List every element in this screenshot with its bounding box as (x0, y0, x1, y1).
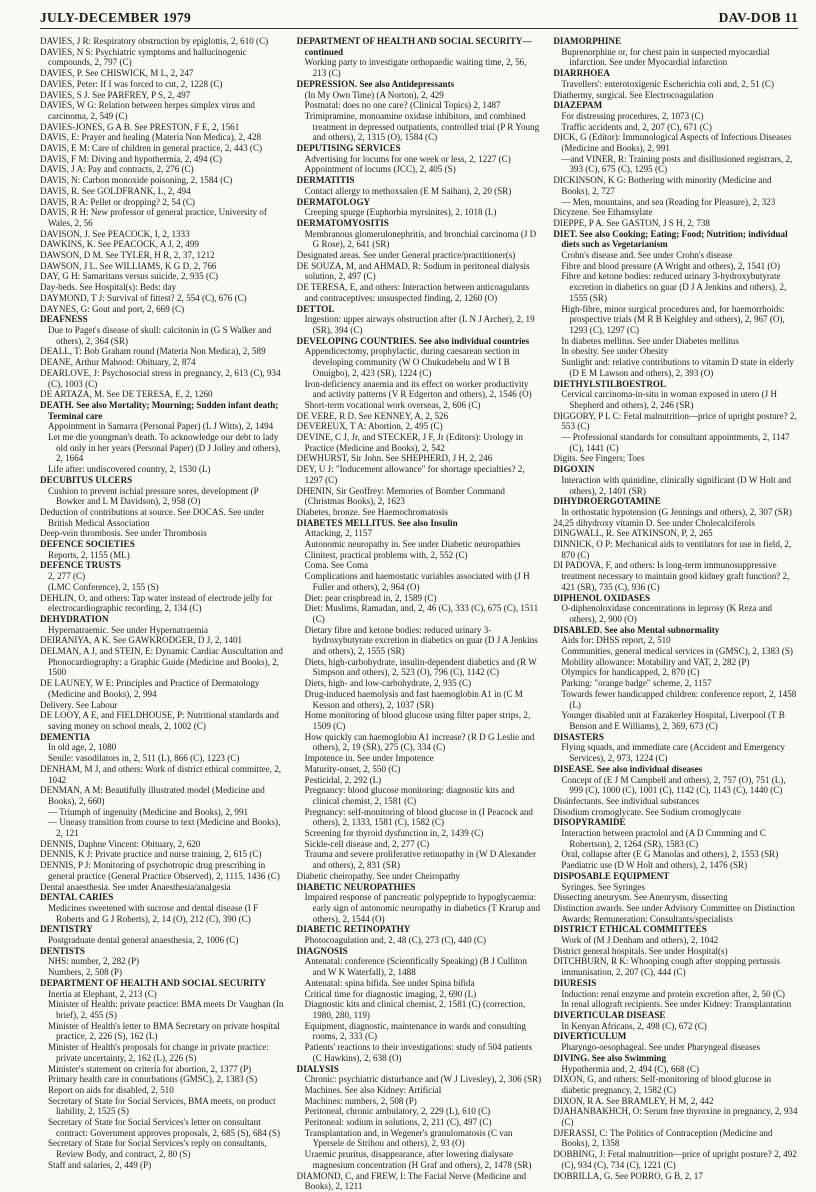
index-subentry: Secretary of State for Social Services, BMA meets, on product liability, 2, 1525 (S) (48, 1095, 276, 1117)
index-entry: Deduction of contributions at source. See DOCAS. See under British Medical Association (40, 506, 265, 528)
page-header (40, 6, 798, 29)
index-subentry: Postgraduate dental general anaesthesia, 2, 1006 (C) (48, 935, 239, 946)
index-entry: Diathermy, surgical. See Electrocoagulation (553, 89, 714, 100)
index-entry: DEANE, Arthur Mahood: Obituary, 2, 874 (40, 357, 196, 368)
index-entry: Diabetes, bronze. See Haemochromatosis (296, 506, 448, 517)
index-subentry: Concept of (E J M Campbell and others), 2, 757 (O), 751 (L), 999 (C), 1000 (C), 1001 (C), 1142 (C), 1143 (C), 1440 (C) (561, 774, 786, 796)
index-heading: DIET. See also Cooking; Eating; Food; Nutrition; individual diets such as Vegetarianism (553, 228, 788, 250)
index-subentry: — Professional standards for consultant appointments, 2, 1147 (C), 1441 (C) (561, 432, 790, 453)
index-subentry: Autonomic neuropathy in. See under Diabetic neuropathies (304, 539, 521, 550)
index-subentry: High-fibre, minor surgical procedures and, for haemorrhoids: prospective trials (M R B Keighley and others), 2, 967 (O), 1293 (C), 1297 (C) (561, 303, 785, 335)
index-subentry: Pregnancy: blood glucose monitoring: diagnostic kits and clinical chemist, 2, 1581 (C) (304, 785, 515, 806)
index-subentry: Impaired response of pancreatic polypeptide to hypoglycaemia: early sign of autonomic neuropathy in diabetics (T Krarup and others), 2, 1544 (O) (304, 892, 541, 924)
index-subentry: In diabetes mellitus. See under Diabetes mellitus (561, 335, 739, 346)
index-entry: DINNICK, O P: Mechanical aids to ventilators for use in field, 2, 870 (C) (553, 539, 792, 560)
index-subentry: Due to Paget's disease of skull: calcitonin in (G S Walker and others), 2, 364 (SR) (48, 324, 272, 346)
index-entry: DE LOOY, A E, and FIELDHOUSE, P: Nutritional standards and saving money on school meals, 2, 1002 (C) (40, 710, 279, 731)
index-subentry: Clinitest, practical problems with, 2, 552 (C) (304, 549, 468, 560)
index-entry: DELMAN, A J, and STEIN, E: Dynamic Cardiac Auscultation and Phonocardiography: a Graphic Guide (Medicine and Books), 2, 1500 (40, 646, 283, 678)
index-heading: DEPARTMENT OF HEALTH AND SOCIAL SECURITY—continued (296, 36, 532, 57)
index-entry: DENNIS, Daphne Vincent: Obituary, 2, 620 (40, 838, 201, 849)
index-heading: DENTISTRY (40, 924, 93, 935)
index-heading: DENTAL CARIES (40, 892, 114, 903)
index-entry: DEIRANIYA, A K. See GAWKRODGER, D J, 2, 1401 (40, 635, 243, 646)
index-entry: DIXON, R A. See BRAMLEY, H M, 2, 442 (553, 1095, 714, 1106)
index-subentry: Contact allergy to methoxsalen (E M Saihan), 2, 20 (SR) (304, 185, 512, 196)
index-heading: DIETHYLSTILBOESTROL (553, 378, 667, 389)
index-heading: DENTISTS (40, 945, 85, 956)
index-entry: DEWHURST, Sir John. See SHEPHERD, J H, 2, 246 (296, 453, 493, 464)
index-subentry: Mobility allowance: Motability and VAT, 2, 282 (P) (561, 656, 750, 667)
index-subentry: — Men, mountains, and sea (Reading for Pleasure), 2, 323 (561, 196, 776, 207)
index-heading: DEPUTISING SERVICES (296, 143, 401, 154)
index-entry: Digits. See Fingers; Toes (553, 453, 645, 464)
index-subentry: Secretary of State for Social Services's letter on consultant contract: Government approves proposals, 2, 685 (S), 684 (S) (48, 1117, 281, 1138)
index-entry: DENMAN, A M: Beautifully illustrated model (Medicine and Books), 2, 660) (40, 785, 265, 806)
index-subentry: Staff and salaries, 2, 449 (P) (48, 1159, 152, 1170)
index-entry: DEALL, T: Bob Graham round (Materia Non Medica), 2, 589 (40, 346, 266, 357)
index-subentry: Peritoneal, chronic ambulatory, 2, 229 (L), 610 (C) (304, 1106, 491, 1117)
index-entry: DJERASSI, C: The Politics of Contraception (Medicine and Books), 2, 1358 (553, 1127, 773, 1149)
index-subentry: Diets, high-carbohydrate, insulin-dependent diabetics and (R W Simpson and others), 2, 523 (O), 796 (C), 1142 (C) (304, 656, 537, 678)
index-subentry: Maturity-onset, 2, 550 (C) (304, 763, 401, 774)
index-entry: Dicyzene. See Ethamsylate (553, 207, 653, 218)
index-subentry: Secretary of State for Social Services's reply on consultants, Review Body, and contract, 2, 80 (S) (48, 1138, 267, 1160)
index-entry: DAYMOND, T J: Survival of fittest? 2, 554 (C), 676 (C) (40, 292, 247, 303)
index-entry: Deep-vein thrombosis. See under Thrombosis (40, 528, 207, 539)
index-entry: DE TERESA, E, and others: Interaction between anticoagulants and contraceptives: unsuspected finding, 2, 1260 (O) (296, 282, 530, 303)
index-subentry: Trimipramine, monoamine oxidase inhibitors, and combined treatment in depressed outpatients, controlled trial (P R Young and others), 2, 1315 (O), 1584 (C) (304, 110, 540, 143)
index-subentry: In Kenyan Africans, 2, 498 (C), 672 (C) (561, 1020, 707, 1031)
index-subentry: Inertia at Elephant, 2, 213 (C) (48, 988, 157, 999)
index-subentry: Advertising for locums for one week or less, 2, 1227 (C) (304, 153, 511, 164)
index-subentry: Drug-induced haemolysis and fast haemoglobin A1 in (C M Kesson and others), 2, 1037 (SR) (304, 688, 523, 710)
index-subentry: Attacking, 2, 1157 (304, 528, 373, 539)
index-subentry: — Triumph of ingenuity (Medicine and Books), 2, 991 (48, 806, 249, 817)
index-subentry: Equipment, diagnostic, maintenance in wards and consulting rooms, 2, 333 (C) (304, 1020, 526, 1042)
index-heading: DIVERTICULAR DISEASE (553, 1009, 666, 1020)
index-heading: DEMENTIA (40, 731, 91, 742)
index-heading: DISTRICT ETHICAL COMMITTEES (553, 924, 707, 935)
index-entry: DIEPPE, P A. See GASTON, J S H, 2, 738 (553, 217, 710, 228)
index-entry: DI PADOVA, F, and others: Is long-term immunosuppressive treatment necessary to maintain good kidney graft function? 2, 421 (SR), 735 (C), 936 (C) (553, 560, 790, 592)
index-subentry: Paediatric use (D W Holt and others), 2, 1476 (SR) (561, 860, 748, 871)
index-entry: DAYNES, G: Gout and port, 2, 669 (C) (40, 303, 185, 314)
index-subentry: Interaction with quinidine, clinically significant (D W Holt and others), 2, 1401 (SR) (561, 474, 792, 496)
index-entry: Diabetic cheiropathy. See under Cheiropathy (296, 870, 460, 881)
index-entry: DAVIES, Peter: If I was forced to cut, 2, 1228 (C) (40, 78, 223, 89)
index-entry: DAVIES, P. See CHISWICK, M L, 2, 247 (40, 68, 194, 79)
index-heading: DERMATOLOGY (296, 196, 371, 207)
index-subentry: Appointment in Samarra (Personal Paper) (L J Witts), 2, 1494 (48, 421, 274, 432)
index-heading: DIABETIC RETINOPATHY (296, 924, 411, 935)
index-subentry: Cushion to prevent ischial pressure sores, development (P Bowker and L M Davidson), 2, 958 (O) (48, 485, 259, 507)
index-heading: DEHYDRATION (40, 613, 109, 624)
index-heading: DECUBITUS ULCERS (40, 474, 133, 485)
index-entry: DIGGORY, P L C: Fetal malnutrition—price of upright posture? 2, 553 (C) (553, 410, 797, 432)
index-entry: DEVINE, C J, Jr, and STECKER, J F, Jr (Editors): Urology in Practice (Medicine and Books), 2, 542 (296, 432, 523, 453)
index-heading: DERMATOMYOSITIS (296, 217, 389, 228)
index-subentry: Machines. See also Kidney: Artificial (304, 1084, 442, 1095)
index-heading: DEVELOPING COUNTRIES. See also individual countries (296, 335, 530, 346)
index-subentry: Towards fewer handicapped children: conference report, 2, 1458 (L) (561, 688, 797, 710)
index-subentry: Report on aids for disabled, 2, 510 (48, 1084, 174, 1095)
index-entry: DAVISON, J. See PEACOCK, I, 2, 1333 (40, 228, 190, 239)
index-entry: DENNIS, P J: Monitoring of psychotropic drug prescribing in general practice (General Practice Observed), 2, 1115, 1436 (C) (40, 860, 280, 881)
index-heading: DIAZEPAM (553, 100, 603, 111)
index-entry: DEY, U J: "Inducement allowance" for shortage specialties? 2, 1297 (C) (296, 464, 525, 485)
index-subentry: Home monitoring of blood glucose using filter paper strips, 2, 1509 (C) (304, 710, 531, 731)
index-subentry: Short-term vocational work overseas, 2, 606 (C) (304, 399, 481, 410)
index-subentry: Iron-deficiency anaemia and its effect on worker productivity and activity patterns (V R Edgerton and others), 2, 1546 (O) (304, 378, 532, 400)
index-subentry: Complications and haemostatic variables associated with (J H Fuller and others), 2, 964 (O) (304, 571, 530, 592)
index-entry: DAY, G H: Samaritans versus suicide, 2, 935 (C) (40, 271, 219, 282)
index-subentry: Patients' reactions to their investigations: study of 504 patients (C Hawkins), 2, 638 (O) (304, 1042, 533, 1063)
index-subentry: How quickly can haemoglobin A1 increase? (R D G Leslie and others), 2, 19 (SR), 275 (C), 334 (C) (304, 731, 535, 753)
index-heading: DISPOSABLE EQUIPMENT (553, 870, 670, 881)
index-subentry: Diagnostic kits and clinical chemist, 2, 1581 (C) (correction, 1980, 280, 119) (304, 999, 526, 1020)
index-subentry: NHS: number, 2, 282 (P) (48, 956, 140, 967)
index-subentry: Numbers, 2, 508 (P) (48, 967, 123, 978)
index-heading: DERMATITIS (296, 175, 355, 186)
index-subentry: — Uneasy transition from course to text (Medicine and Books), 2, 121 (48, 817, 281, 839)
index-subentry: Parking: "orange badge" scheme, 2, 1157 (561, 678, 712, 689)
index-subentry: Peritoneal: sodium in solutions, 2, 211 (C), 497 (C) (304, 1117, 492, 1128)
index-subentry: Communities, general medical services in (GMSC), 2, 1383 (S) (561, 646, 793, 657)
index-heading: DISASTERS (553, 731, 604, 742)
index-subentry: Minister of Health's letter to BMA Secretary on private hospital practice, 2, 226 (S), 162 (L) (48, 1020, 280, 1042)
index-entry: DEVEREUX, T A: Abortion, 2, 495 (C) (296, 421, 443, 432)
index-subentry: —and VINER, R: Training posts and disillusioned registrars, 2, 393 (C), 675 (C), 1295 (C) (561, 153, 793, 175)
index-subentry: Transplantation and, in Wegener's granulomatosis (C van Ypersele de Strihou and others), 2, 93 (O) (304, 1127, 513, 1149)
index-subentry: Impotence in. See under Impotence (304, 753, 434, 764)
index-subentry: Reports, 2, 1155 (ML) (48, 549, 130, 560)
index-entry: DITCHBURN, R K: Whooping cough after stopping pertussis immunisation, 2, 207 (C), 444 (C) (553, 956, 780, 978)
index-subentry: Life after: undiscovered country, 2, 1530 (L) (48, 464, 211, 475)
index-subentry: In renal allograft recipients. See under Kidney: Transplantation (561, 999, 792, 1010)
index-subentry: Pesticidal, 2, 292 (L) (304, 774, 382, 785)
index-subentry: In old age, 2, 1080 (48, 742, 117, 753)
index-column-3 (553, 36, 798, 1181)
index-heading: DIARRHOEA (553, 68, 610, 79)
index-subentry: Coma. See Coma (304, 560, 369, 571)
index-entry: DOBBING, J: Fetal malnutrition—price of upright posture? 2, 492 (C), 934 (C), 734 (C), 1221 (C) (553, 1149, 797, 1170)
index-subentry: 2, 277 (C) (48, 571, 86, 582)
index-heading: DEPRESSION. See also Antidepressants (296, 78, 455, 89)
index-subentry: Postnatal: does no one care? (Clinical Topics) 2, 1487 (304, 100, 501, 111)
index-entry: DAVIS, N: Carbon monoxide poisoning, 2, 1584 (C) (40, 175, 233, 186)
index-entry: DAVIS, R A: Pellet or dropping? 2, 54 (C) (40, 196, 195, 207)
index-entry: DIXON, G, and others: Self-monitoring of blood glucose in diabetic pregnancy, 2, 1582 (C) (553, 1074, 772, 1095)
index-subentry: Aids for: DHSS report, 2, 510 (561, 635, 671, 646)
index-heading: DIGOXIN (553, 464, 595, 475)
index-subentry: Senile: vasodilators in, 2, 511 (L), 866 (C), 1223 (C) (48, 753, 240, 764)
index-entry: DHENIN, Sir Geoffrey: Memories of Bomber Command (Christmas Books), 2, 1623 (296, 485, 505, 507)
index-entry: Day-beds. See Hospital(s): Beds: day (40, 282, 177, 293)
index-heading: DIABETIC NEUROPATHIES (296, 881, 416, 892)
index-subentry: Creeping spurge (Euphorbia myrsinites), 2, 1018 (L) (304, 207, 497, 218)
index-subentry: Hypernatraemic. See under Hypernatraemia (48, 624, 209, 635)
index-entry: Disinfectants. See individual substances (553, 795, 700, 806)
index-subentry: Oral, collapse after (E G Manolas and others), 2, 1553 (SR) (561, 849, 779, 860)
index-subentry: Pregnancy: self-monitoring of blood glucose in (I Peacock and others), 2, 1333, 1581 (C), 1582 (C) (304, 806, 533, 828)
index-subentry: Diets, high- and low-carbohydrate, 2, 935 (C) (304, 678, 472, 689)
index-heading: DEATH. See also Mortality; Mourning; Sudden infant death; Terminal care (40, 399, 279, 421)
index-entry: DJAHANBAKHCH, O: Serum free thyroxine in pregnancy, 2, 934 (C) (553, 1106, 798, 1128)
index-heading: DETTOL (296, 303, 335, 314)
index-subentry: Travellers': enterotoxigenic Escherichia coli and, 2, 51 (C) (561, 78, 775, 89)
index-subentry: Syringes. See Syringes (561, 881, 645, 892)
index-entry: DAVIS, R H: New professor of general practice, University of Wales, 2, 56 (40, 207, 267, 228)
index-subentry: Critical time for diagnostic imaging, 2, 690 (L) (304, 988, 477, 999)
index-entry: DAWKINS, K. See PEACOCK, A J, 2, 499 (40, 239, 199, 250)
index-entry: DINGWALL, R. See ATKINSON, P, 2, 265 (553, 528, 713, 539)
index-subentry: (In My Own Time) (A Norton), 2, 429 (304, 89, 444, 100)
index-entry: DE ARTAZA, M. See DE TERESA, E, 2, 1260 (40, 389, 213, 400)
index-subentry: Fibre and blood pressure (A Wright and others), 2, 1541 (O) (561, 260, 781, 271)
index-entry: DEHLIN, O, and others: Tap water instead of electrode jelly for electrocardiographic recording, 2, 134 (C) (40, 592, 273, 614)
index-entry: DENNIS, K J: Private practice and nurse training, 2, 615 (C) (40, 849, 262, 860)
index-entry: Dental anaesthesia. See under Anaesthesia/analgesia (40, 881, 231, 892)
index-entry: DAVIS, E: Prayer and healing (Materia Non Medica), 2, 428 (40, 132, 262, 143)
index-entry: DENHAM, M J, and others: Work of district ethical committee, 2, 1042 (40, 763, 282, 785)
index-subentry: Primary health care in conurbations (GMSC), 2, 1383 (S) (48, 1074, 258, 1085)
index-subentry: Work of (M J Denham and others), 2, 1042 (561, 935, 719, 946)
index-subentry: Screening for thyroid dysfunction in, 2, 1439 (C) (304, 828, 484, 839)
index-entry: DOBRILLA, G. See PORRO, G B, 2, 17 (553, 1170, 703, 1181)
index-entry: DE SOUZA, M, and AHMAD, R: Sodium in peritoneal dialysis solution, 2, 497 (C) (296, 260, 530, 282)
header-date-range: JULY-DECEMBER 1979 (40, 10, 192, 25)
index-heading: DISOPYRAMIDE (553, 817, 626, 828)
index-heading: DISEASE. See also individual diseases (553, 763, 703, 774)
index-entry: DEARLOVE, J: Psychosocial stress in pregnancy, 2, 613 (C), 934 (C), 1003 (C) (40, 367, 281, 389)
index-heading: DIVING. See also Swimming (553, 1052, 667, 1063)
index-entry: DAVIES, W G: Relation between herpes simplex virus and carcinoma, 2, 549 (C) (40, 100, 255, 121)
index-subentry: Appendicectomy, prophylactic, during caesarean section in developing community (W O Chukudebelu and W I B Onuigbo), 2, 423 (SR), 1224 (C) (304, 346, 520, 378)
index-entry: DICK, G (Editor): Immunological Aspects of Infectious Diseases (Medicine and Books), 2, 991 (553, 132, 792, 154)
index-heading: DIALYSIS (296, 1063, 339, 1074)
index-subentry: Uraemic pruritus, disappearance, after lowering dialysate magnesium concentration (H Graf and others), 2, 1478 (SR) (304, 1149, 532, 1170)
index-heading: DIAGNOSIS (296, 945, 348, 956)
index-subentry: Interaction between practolol and (A D Cumming and C Robertson), 2, 1264 (SR), 1583 (C) (561, 828, 766, 849)
index-entry: DAVIES, N S: Psychiatric symptoms and hallucinogenic compounds, 2, 797 (C) (40, 46, 247, 68)
index-entry: 24,25 dihydroxy vitamin D. See under Cholecalciferols (553, 517, 755, 528)
index-subentry: Dietary fibre and ketone bodies: reduced urinary 3-hydroxybutyrate excretion in diabetics on guar (D J A Jenkins and others), 2, 1555 (SR) (304, 624, 538, 657)
index-subentry: (LMC Conference), 2, 155 (S) (48, 581, 159, 592)
index-subentry: Cervical carcinoma-in-situ in woman exposed in utero (J H Shepherd and others), 2, 246 (SR) (561, 389, 778, 410)
index-subentry: Antenatal: spina bifida. See under Spina bifida (304, 977, 475, 988)
index-subentry: Diet: Muslims, Ramadan, and, 2, 46 (C), 333 (C), 675 (C), 1511 (C) (304, 603, 539, 624)
index-entry: DAWSON, D M. See TYLER, H R, 2, 37, 1212 (40, 250, 215, 261)
index-entry: DAVIES-JONES, G A B. See PRESTON, F E, 2, 1561 (40, 121, 240, 132)
index-subentry: In obesity. See under Obesity (561, 346, 669, 357)
index-subentry: Working party to investigate orthopaedic waiting time, 2, 56, 213 (C) (304, 57, 527, 79)
index-entry: Disodium cromoglycate. See Sodium cromoglycate (553, 806, 741, 817)
index-subentry: Sickle-cell disease and, 2, 277 (C) (304, 838, 430, 849)
index-subentry: Ingestion: upper airways obstruction after (L N J Archer), 2, 19 (SR), 394 (C) (304, 314, 535, 335)
index-subentry: Younger disabled unit at Fazakerley Hospital, Liverpool (T B Benson and E Williams), 2, 369, 673 (C) (561, 710, 785, 731)
index-subentry: Medicines sweetened with sucrose and dental disease (I F Roberts and G J Roberts), 2, 14 (O), 212 (C), 390 (C) (48, 902, 259, 924)
index-subentry: O-diphenoloxidase concentrations in leprosy (K Reza and others), 2, 900 (O) (561, 603, 772, 624)
index-column-1 (40, 36, 285, 1170)
index-subentry: Pharyngo-oesophageal. See under Pharyngeal diseases (561, 1042, 761, 1053)
index-entry: DAVIES, S J. See PARFREY, P S, 2, 497 (40, 89, 191, 100)
index-heading: DEAFNESS (40, 314, 88, 325)
index-heading: DIURESIS (553, 977, 597, 988)
index-entry: Designated areas. See under General practice/practitioner(s) (296, 250, 516, 261)
index-entry: DICKINSON, K G: Bothering with minority (Medicine and Books), 2, 727 (553, 175, 772, 196)
index-subentry: Buprenorphine or, for chest pain in suspected myocardial infarction. See under Myocardial infarction (561, 46, 770, 68)
index-subentry: Machines: numbers, 2, 508 (P) (304, 1095, 417, 1106)
header-section-page: DAV-DOB 11 (718, 10, 798, 25)
index-subentry: Let me die youngman's death. To acknowledge our debt to lady old only in her years (Personal Paper) (D J Jolley and others), 2, 1664 (48, 432, 281, 464)
index-columns (40, 36, 798, 1192)
index-entry: Dissecting aneurysm. See Aneurysm, dissecting (553, 892, 728, 903)
index-heading: DIVERTICULUM (553, 1031, 627, 1042)
index-heading: DISABLED. See also Mental subnormality (553, 624, 720, 635)
index-column-2 (296, 36, 542, 1192)
index-subentry: Membranous glomerulonephritis, and bronchial carcinoma (J D G Rose), 2, 641 (SR) (304, 228, 537, 250)
index-subentry: Induction: renal enzyme and protein excretion after, 2, 50 (C) (561, 988, 785, 999)
index-subentry: Diet: pear crispbread in, 2, 1589 (C) (304, 592, 437, 603)
index-subentry: Fibre and ketone bodies: reduced urinary 3-hydroxybutyrate excretion in diabetics on guar (D J A Jenkins and others), 2, 1555 (SR) (561, 271, 787, 303)
index-subentry: Crohn's disease and. See under Crohn's disease (561, 250, 733, 261)
index-heading: DEFENCE SOCIETIES (40, 539, 135, 550)
index-subentry: For distressing procedures, 2, 1073 (C) (561, 110, 704, 121)
index-entry: DAVIS, R. See GOLDFRANK, L, 2, 494 (40, 185, 191, 196)
index-subentry: Flying squads, and immediate care (Accident and Emergency Services), 2, 973, 1224 (C) (561, 742, 785, 764)
index-entry: DIAMOND, C, and FREW, I: The Facial Nerve (Medicine and Books), 2, 1211 (296, 1170, 526, 1192)
index-subentry: Minister of Health's proposals for change in private practice: private uncertainty, 2, 162 (L), 226 (S) (48, 1042, 269, 1063)
index-subentry: Hypothermia and, 2, 494 (C), 668 (C) (561, 1063, 699, 1074)
index-heading: DEPARTMENT OF HEALTH AND SOCIAL SECURITY (40, 977, 266, 988)
index-subentry: Photocoagulation and, 2, 48 (C), 273 (C), 440 (C) (304, 935, 487, 946)
index-subentry: Sunlight and: relative contributions to vitamin D state in elderly (D E M Lawson and others), 2, 393 (O) (561, 357, 794, 378)
index-heading: DIPHENOL OXIDASES (553, 592, 651, 603)
index-subentry: Minister's statement on criteria for abortion, 2, 1377 (P) (48, 1063, 252, 1074)
index-heading: DIHYDROERGOTAMINE (553, 496, 661, 507)
index-entry: DAVIES, J R: Respiratory obstruction by epiglottis, 2, 610 (C) (40, 36, 269, 46)
index-entry: DE VERE, R D. See KENNEY, A, 2, 526 (296, 410, 449, 421)
index-subentry: Trauma and severe proliferative retinopathy in (W D Alexander and others), 2, 831 (SR) (304, 849, 536, 871)
index-heading: DIAMORPHINE (553, 36, 622, 46)
index-subentry: Minister of Health: private practice: BMA meets Dr Vaughan (In brief), 2, 455 (S) (48, 999, 284, 1020)
index-subentry: In orthostatic hypotension (G Jennings and others), 2, 307 (SR) (561, 506, 792, 517)
index-entry: DAWSON, J L. See WILLIAMS, K G D, 2, 766 (40, 260, 217, 271)
index-subentry: Chronic: psychiatric disturbance and (W J Livesley), 2, 306 (SR) (304, 1074, 542, 1085)
index-entry: DE LAUNEY, W E: Principles and Practice of Dermatology (Medicine and Books), 2, 994 (40, 678, 260, 699)
index-subentry: Appointment of locums (JCC), 2, 405 (S) (304, 164, 456, 175)
index-entry: District general hospitals. See under Hospital(s) (553, 945, 728, 956)
index-entry: DAVIS, F M: Diving and hypothermia, 2, 494 (C) (40, 153, 222, 164)
index-subentry: Traffic accidents and, 2, 207 (C), 671 (C) (561, 121, 712, 132)
index-heading: DEFENCE TRUSTS (40, 560, 121, 571)
index-subentry: Antenatal: conference (Scientifically Speaking) (B J Culliton and W K Waterfall), 2, 1488 (304, 956, 527, 978)
index-subentry: Olympics for handicapped, 2, 870 (C) (561, 667, 700, 678)
index-entry: Distinction awards. See under Advisory Committee on Distinction Awards; Remuneration: Consultants/specialists (553, 902, 795, 924)
index-entry: DAVIS, J A: Pay and contracts, 2, 276 (C) (40, 164, 194, 175)
index-entry: Delivery. See Labour (40, 699, 118, 710)
index-entry: DAVIS, E M: Care of children in general practice, 2, 443 (C) (40, 143, 263, 154)
index-heading: DIABETES MELLITUS. See also Insulin (296, 517, 458, 528)
